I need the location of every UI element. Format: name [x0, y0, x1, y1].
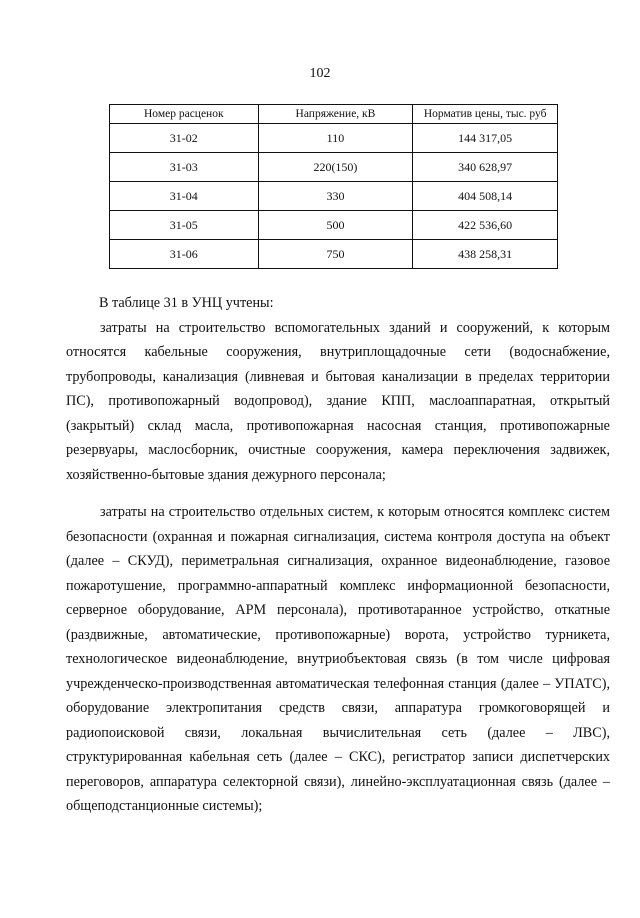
auxiliary-buildings-paragraph: затраты на строительство вспомогательных зданий и сооружений, к которым относятся кабельные сооружения, внутриплощадочные сети (водоснабжение, трубопроводы, канализация (ливневая и бытовая канализации в пределах территории ПС), противопожарный водопровод), здание КПП, маслоаппаратная, открытый (закрытый) склад масла, противопожарная насосная станция, противопожарные резервуары, маслосборник, очистные сооружения, камера переключения задвижек, хозяйственно-бытовые здания дежурного персонала; [66, 319, 610, 483]
separate-systems-paragraph: затраты на строительство отдельных систем, к которым относятся комплекс систем безопасности (охранная и пожарная сигнализация, система контроля доступа на объект (далее – СКУД), периметральная сигнализация, охранное видеонаблюдение, газовое пожаротушение, программно-аппаратный комплекс информационной безопасности, серверное оборудование, АРМ персонала), противотаранное устройство, откатные (раздвижные, автоматические, противопожарные) ворота, устройство турникета, технологическое видеонаблюдение, внутриобъектовая связь (в том числе цифровая учрежденческо-производственная автоматическая телефонная станция (далее – УПАТС), оборудование электропитания средств связи, аппаратура громкоговорящей и радиопоисковой связи, локальная вычислительная сеть (далее – ЛВС), структурированная кабельная сеть (далее – СКС), регистратор записи диспетчерских переговоров, аппаратура селекторной связи), линейно-эксплуатационная связь (далее – общеподстанционные системы); [66, 504, 610, 814]
cell-voltage: 750 [258, 240, 413, 269]
cell-price-code: 31-04 [110, 182, 259, 211]
cell-price-code: 31-03 [110, 153, 259, 182]
cell-voltage: 330 [258, 182, 413, 211]
body-text [66, 291, 610, 819]
header-price-norm: Норматив цены, тыс. руб [413, 105, 558, 124]
table-row [110, 211, 558, 240]
cell-voltage: 500 [258, 211, 413, 240]
table-row [110, 240, 558, 269]
cell-price-code: 31-02 [110, 124, 259, 153]
table-header-row [110, 105, 558, 124]
header-price-code: Номер расценок [110, 105, 259, 124]
cell-price-norm: 340 628,97 [413, 153, 558, 182]
page-number: 102 [309, 66, 331, 81]
intro-paragraph: В таблице 31 в УНЦ учтены: [99, 295, 274, 311]
cell-voltage: 220(150) [258, 153, 413, 182]
cell-price-code: 31-05 [110, 211, 259, 240]
cell-price-norm: 404 508,14 [413, 182, 558, 211]
table-row [110, 124, 558, 153]
cell-price-code: 31-06 [110, 240, 259, 269]
cell-price-norm: 438 258,31 [413, 240, 558, 269]
cell-voltage: 110 [258, 124, 413, 153]
table-row [110, 153, 558, 182]
header-voltage: Напряжение, кВ [258, 105, 413, 124]
table-row [110, 182, 558, 211]
price-table [109, 104, 558, 269]
cell-price-norm: 144 317,05 [413, 124, 558, 153]
cell-price-norm: 422 536,60 [413, 211, 558, 240]
